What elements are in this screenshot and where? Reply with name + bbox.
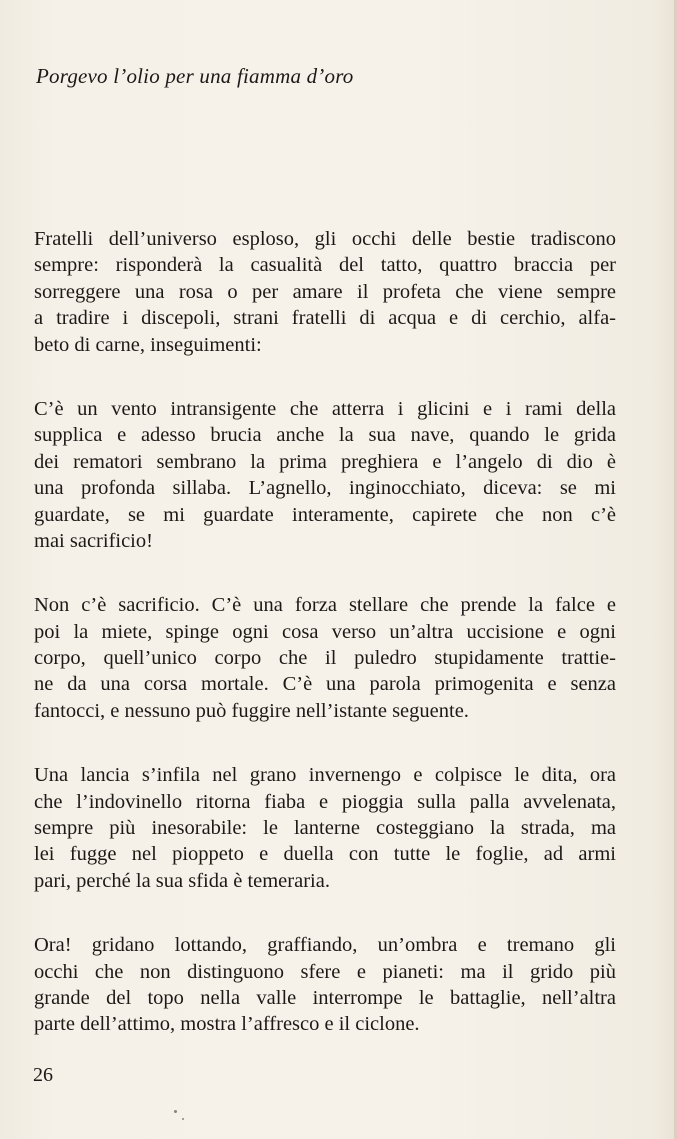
paragraph — [34, 226, 616, 358]
text-line: guardate, se mi guardate interamente, capirete che non c’è — [34, 503, 616, 526]
text-line: Fratelli dell’universo esploso, gli occhi delle bestie tradiscono — [34, 228, 616, 250]
page-number: 26 — [33, 1064, 53, 1086]
text-line: Una lancia s’infila nel grano invernengo e colpisce le dita, ora — [34, 764, 616, 787]
paper-speck — [182, 1118, 184, 1120]
text-line: grande del topo nella valle interrompe le battaglie, nell’altra — [34, 986, 616, 1009]
text-line: Ora! gridano lottando, graffiando, un’ombra e tremano gli — [34, 934, 616, 957]
text-line: corpo, quell’unico corpo che il puledro stupidamente trattie- — [34, 647, 616, 670]
text-line: C’è un vento intransigente che atterra i glicini e i rami della — [34, 397, 616, 420]
poem-body — [34, 226, 616, 1076]
text-line: parte dell’attimo, mostra l’affresco e il ciclone. — [34, 1013, 420, 1036]
text-line: che l’indovinello ritorna fiaba e pioggia sulla palla avvelenata, — [34, 790, 616, 813]
paragraph — [34, 762, 616, 894]
paragraph — [34, 396, 616, 554]
text-line: mai sacrificio! — [34, 529, 153, 552]
text-line: fantocci, e nessuno può fuggire nell’istante seguente. — [34, 699, 469, 722]
paper-speck — [174, 1110, 177, 1113]
paragraph — [34, 932, 616, 1038]
text-line: Non c’è sacrificio. C’è una forza stellare che prende la falce e — [34, 594, 616, 617]
text-line: una profonda sillaba. L’agnello, inginocchiato, diceva: se mi — [34, 477, 616, 500]
text-line: sorreggere una rosa o per amare il profeta che viene sempre — [34, 280, 616, 303]
paragraph — [34, 592, 616, 724]
text-line: a tradire i discepoli, strani fratelli di acqua e di cerchio, alfa- — [34, 307, 616, 330]
text-line: lei fugge nel pioppeto e duella con tutte le foglie, ad armi — [34, 843, 616, 866]
text-line: dei rematori sembrano la prima preghiera e l’angelo di dio è — [34, 450, 616, 473]
text-line: pari, perché la sua sfida è temeraria. — [34, 869, 330, 892]
text-line: beto di carne, inseguimenti: — [34, 333, 262, 356]
running-head: Porgevo l’olio per una fiamma d’oro — [36, 64, 354, 88]
text-line: supplica e adesso brucia anche la sua nave, quando le grida — [34, 424, 616, 447]
text-line: sempre: risponderà la casualità del tatto, quattro braccia per — [34, 254, 616, 277]
text-line: poi la miete, spinge ogni cosa verso un’altra uccisione e ogni — [34, 620, 616, 643]
text-line: ne da una corsa mortale. C’è una parola primogenita e senza — [34, 673, 616, 696]
text-line: occhi che non distinguono sfere e pianeti: ma il grido più — [34, 960, 616, 983]
text-line: sempre più inesorabile: le lanterne costeggiano la strada, ma — [34, 817, 616, 840]
